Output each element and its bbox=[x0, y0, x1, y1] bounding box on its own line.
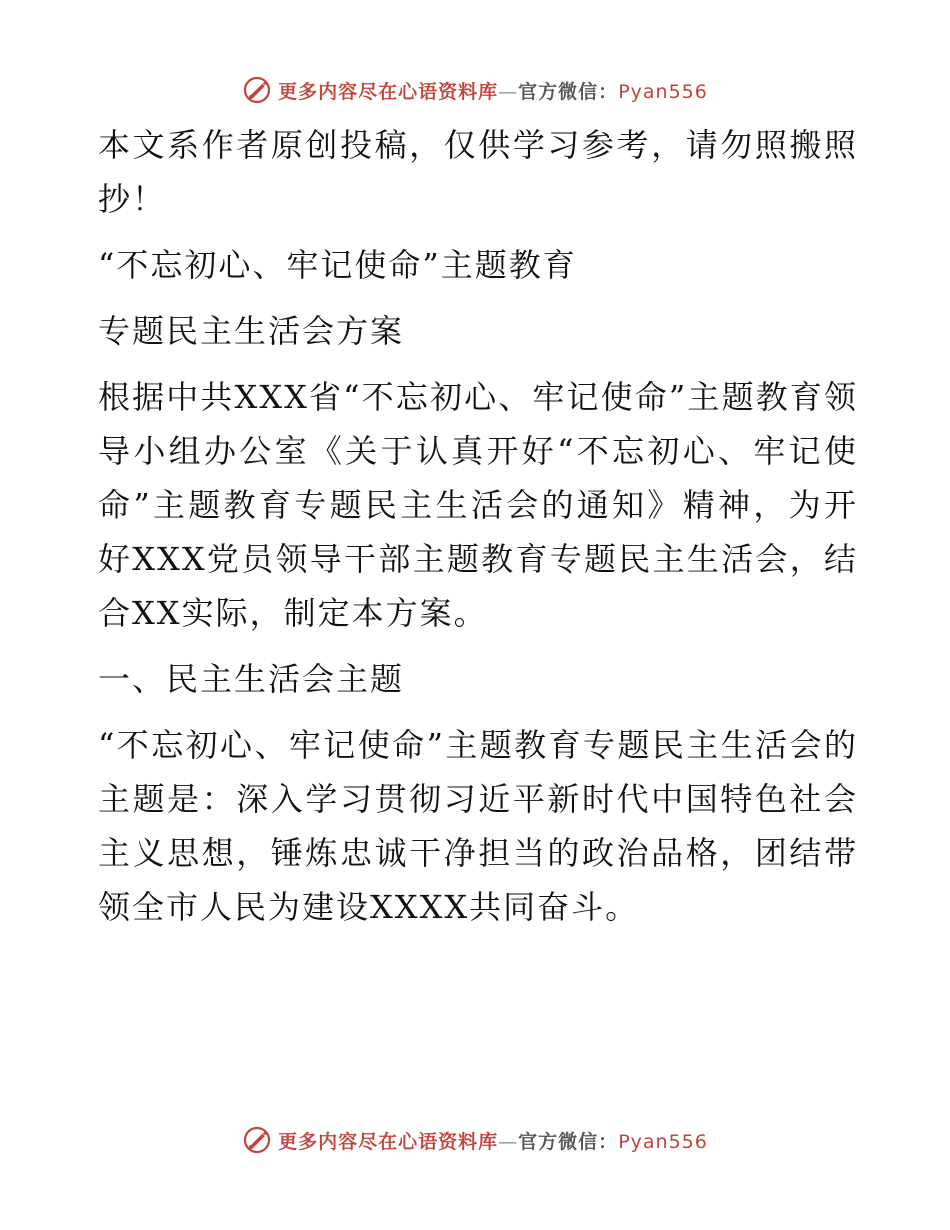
banner-label: 官方微信： bbox=[518, 1130, 619, 1153]
banner-separator: — bbox=[498, 80, 519, 103]
banner-brand: 更多内容尽在心语资料库 bbox=[278, 1130, 499, 1153]
document-title-line2: 专题民主生活会方案 bbox=[98, 312, 405, 350]
document-title-line1: “不忘初心、牢记使命”主题教育 bbox=[98, 246, 577, 284]
banner-label: 官方微信： bbox=[518, 80, 619, 103]
banner-wechat-id: Pyan556 bbox=[618, 80, 708, 103]
intro-paragraph: 根据中共XXX省“不忘初心、牢记使命”主题教育领导小组办公室《关于认真开好“不忘初心、牢记使命”主题教育专题民主生活会的通知》精神，为开好XXX党员领导干部主题教育专题民主生活会，结合XX实际，制定本方案。 bbox=[98, 378, 858, 632]
header-banner bbox=[0, 70, 950, 110]
section-body: “不忘初心、牢记使命”主题教育专题民主生活会的主题是：深入学习贯彻习近平新时代中国特色社会主义思想，锤炼忠诚干净担当的政治品格，团结带领全市人民为建设XXXX共同奋斗。 bbox=[98, 726, 858, 926]
footer-banner bbox=[0, 1120, 950, 1160]
quill-seal-icon bbox=[242, 75, 272, 105]
banner-brand: 更多内容尽在心语资料库 bbox=[278, 80, 499, 103]
banner-wechat-id: Pyan556 bbox=[618, 1130, 708, 1153]
banner-text bbox=[278, 77, 708, 104]
document-body bbox=[98, 118, 858, 934]
banner-separator: — bbox=[498, 1130, 519, 1153]
quill-seal-icon bbox=[242, 1125, 272, 1155]
copyright-notice: 本文系作者原创投稿，仅供学习参考，请勿照搬照抄！ bbox=[98, 126, 858, 218]
section-heading: 一、民主生活会主题 bbox=[98, 660, 405, 698]
banner-text bbox=[278, 1127, 708, 1154]
